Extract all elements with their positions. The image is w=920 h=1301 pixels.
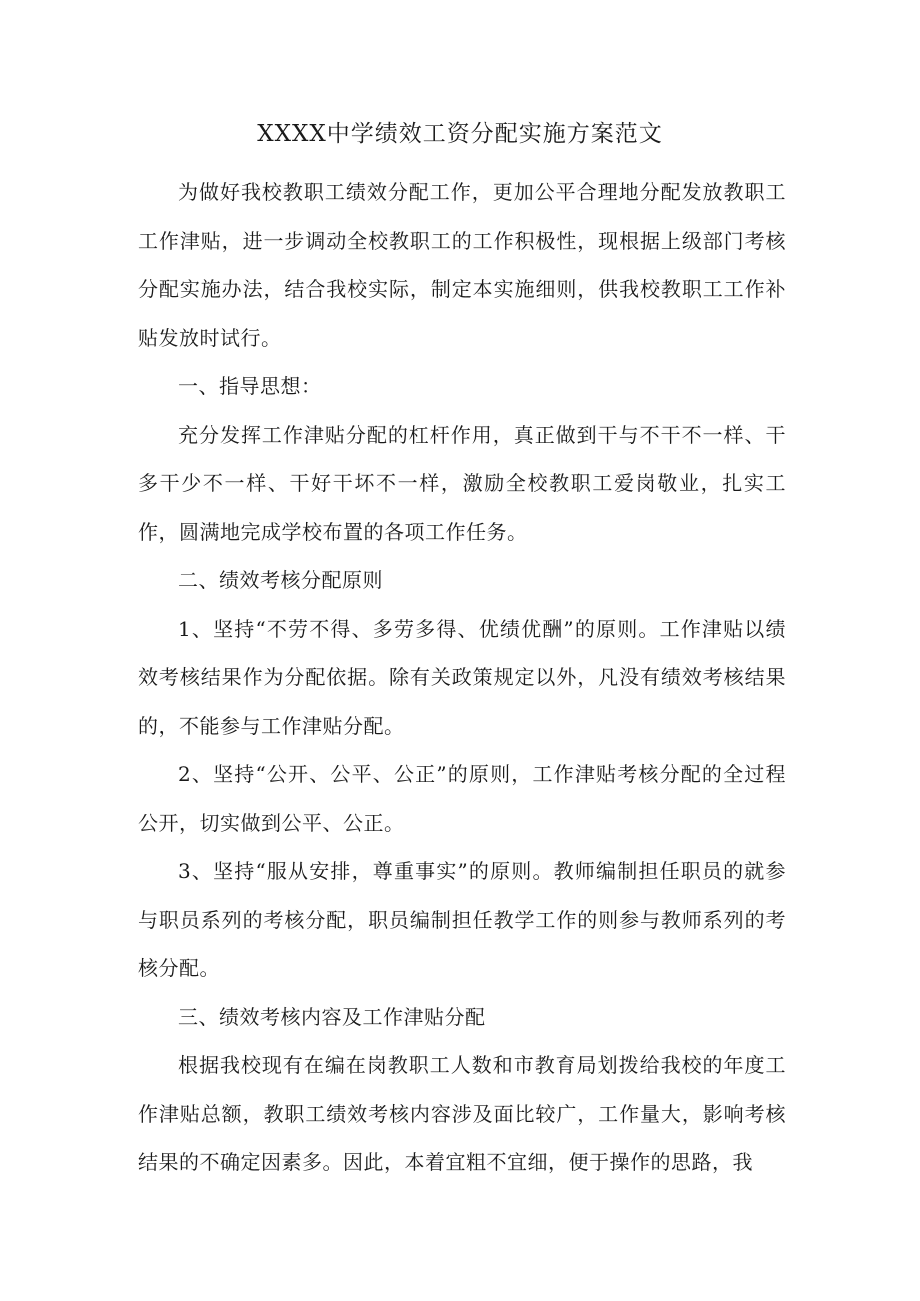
section-1-heading: 一、指导思想： xyxy=(178,374,322,398)
intro-paragraph: 为做好我校教职工绩效分配工作，更加公平合理地分配发放教职工工作津贴，进一步调动全校教职工的工作积极性，现根据上级部门考核分配实施办法，结合我校实际，制定本实施细则，供我校教职工工作补贴发放时试行。 xyxy=(138,180,786,350)
document-body xyxy=(138,168,786,1187)
principle-item-2: 2、坚持“公开、公平、公正”的原则，工作津贴考核分配的全过程公开，切实做到公平、公正。 xyxy=(138,762,786,835)
section-2-heading: 二、绩效考核分配原则 xyxy=(178,568,383,592)
principle-item-1: 1、坚持“不劳不得、多劳多得、优绩优酬”的原则。工作津贴以绩效考核结果作为分配依据。除有关政策规定以外，凡没有绩效考核结果的，不能参与工作津贴分配。 xyxy=(138,616,786,738)
section-3-heading: 三、绩效考核内容及工作津贴分配 xyxy=(178,1004,486,1029)
principle-item-3: 3、坚持“服从安排，尊重事实”的原则。教师编制担任职员的就参与职员系列的考核分配，职员编制担任教学工作的则参与教师系列的考核分配。 xyxy=(138,859,786,980)
section-1-paragraph: 充分发挥工作津贴分配的杠杆作用，真正做到干与不干不一样、干多干少不一样、干好干坏不一样，激励全校教职工爱岗敬业，扎实工作，圆满地完成学校布置的各项工作任务。 xyxy=(138,422,786,544)
section-3-paragraph: 根据我校现有在编在岗教职工人数和市教育局划拨给我校的年度工作津贴总额，教职工绩效考核内容涉及面比较广，工作量大，影响考核结果的不确定因素多。因此，本着宜粗不宜细，便于操作的思路，我 xyxy=(138,1053,786,1174)
document-title: XXXX中学绩效工资分配实施方案范文 xyxy=(257,121,663,147)
